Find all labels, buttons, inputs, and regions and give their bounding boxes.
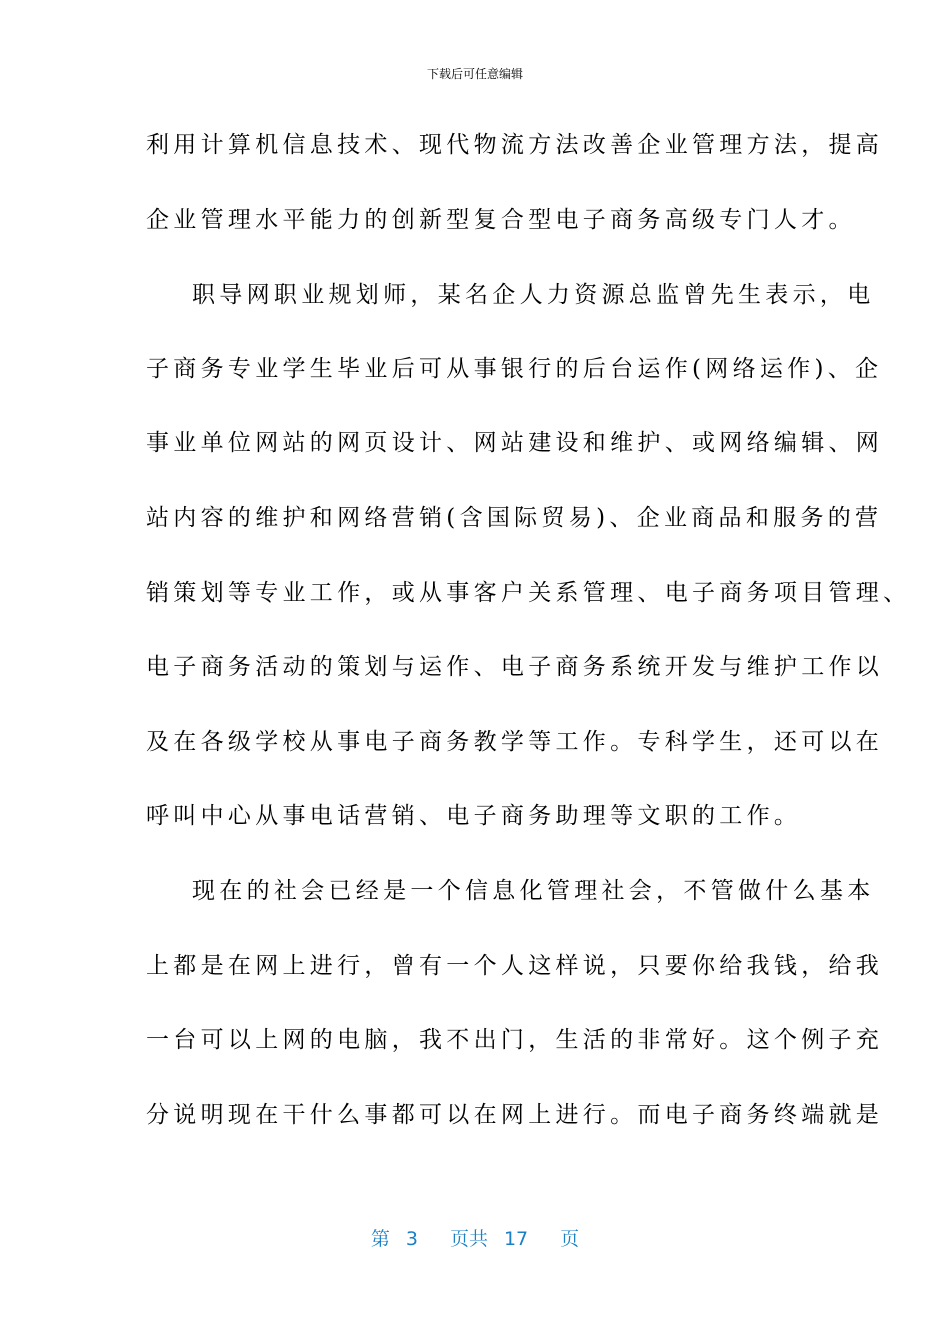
page-header-note: 下载后可任意编辑 [426,67,523,81]
body-line: 子商务专业学生毕业后可从事银行的后台运作(网络运作)、企 [146,356,883,382]
body-line: 分说明现在干什么事都可以在网上进行。而电子商务终端就是 [146,1102,884,1128]
body-line: 上都是在网上进行，曾有一个人这样说，只要你给我钱，给我 [146,953,884,979]
footer-prefix: 第 [370,1228,390,1250]
body-line: 职导网职业规划师，某名企人力资源总监曾先生表示，电 [192,282,875,308]
footer-total-pages: 17 [503,1228,529,1250]
body-line: 及在各级学校从事电子商务教学等工作。专科学生，还可以在 [146,729,884,755]
page-footer [0,1226,950,1252]
body-line: 电子商务活动的策划与运作、电子商务系统开发与维护工作以 [146,654,884,680]
body-line: 企业管理水平能力的创新型复合型电子商务高级专门人才。 [146,207,856,233]
footer-suffix: 页 [560,1228,580,1250]
body-line: 销策划等专业工作，或从事客户关系管理、电子商务项目管理、 [146,580,911,606]
body-line: 现在的社会已经是一个信息化管理社会，不管做什么基本 [192,878,875,904]
footer-middle: 页共 [449,1228,488,1250]
body-line: 站内容的维护和网络营销(含国际贸易)、企业商品和服务的营 [146,505,883,531]
body-line: 呼叫中心从事电话营销、电子商务助理等文职的工作。 [146,803,802,829]
body-line: 一台可以上网的电脑，我不出门，生活的非常好。这个例子充 [146,1027,884,1053]
footer-current-page: 3 [405,1228,418,1250]
body-line: 事业单位网站的网页设计、网站建设和维护、或网络编辑、网 [146,430,884,456]
body-line: 利用计算机信息技术、现代物流方法改善企业管理方法，提高 [146,132,884,158]
